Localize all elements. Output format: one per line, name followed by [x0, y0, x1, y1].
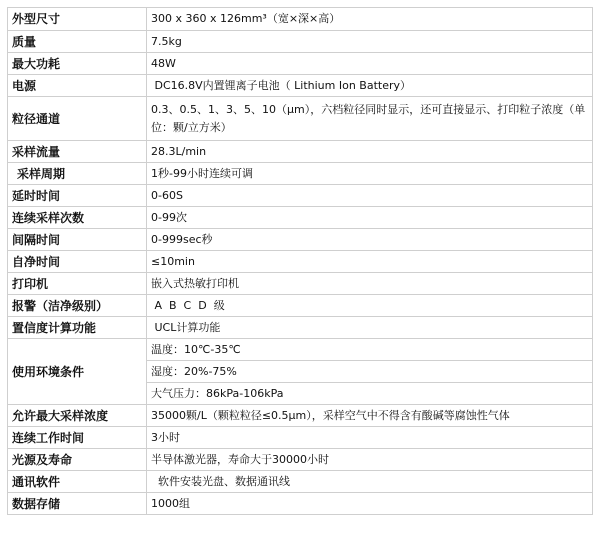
spec-key: 通讯软件: [8, 471, 147, 493]
spec-key: 连续工作时间: [8, 427, 147, 449]
spec-value: 28.3L/min: [147, 141, 593, 163]
spec-key: 质量: [8, 31, 147, 53]
spec-value: 软件安装光盘、数据通讯线: [147, 471, 593, 493]
spec-key: 置信度计算功能: [8, 317, 147, 339]
spec-value: 半导体激光器，寿命大于30000小时: [147, 449, 593, 471]
spec-value: 7.5kg: [147, 31, 593, 53]
spec-key: 连续采样次数: [8, 207, 147, 229]
table-row: [8, 75, 593, 97]
spec-key: 光源及寿命: [8, 449, 147, 471]
table-row: [8, 185, 593, 207]
table-row: [8, 405, 593, 427]
spec-key: 采样流量: [8, 141, 147, 163]
spec-value: 湿度：20%-75%: [147, 361, 593, 383]
spec-value: 48W: [147, 53, 593, 75]
table-row: [8, 53, 593, 75]
spec-value: 0.3、0.5、1、3、5、10（μm），六档粒径同时显示，还可直接显示、打印粒子浓度（单位：颗/立方米）: [147, 97, 593, 141]
spec-value: 大气压力：86kPa-106kPa: [147, 383, 593, 405]
spec-value: 35000颗/L（颗粒粒径≤0.5μm），采样空气中不得含有酸碱等腐蚀性气体: [147, 405, 593, 427]
spec-key: 间隔时间: [8, 229, 147, 251]
spec-key: 外型尺寸: [8, 8, 147, 31]
table-row: [8, 251, 593, 273]
table-row: [8, 31, 593, 53]
spec-value: 300 x 360 x 126mm³（宽×深×高）: [147, 8, 593, 31]
spec-key: 允许最大采样浓度: [8, 405, 147, 427]
spec-value: 温度：10℃-35℃: [147, 339, 593, 361]
spec-key: 使用环境条件: [8, 339, 147, 405]
spec-key: 自净时间: [8, 251, 147, 273]
spec-value: 1000组: [147, 493, 593, 515]
spec-value: DC16.8V内置锂离子电池（ Lithium Ion Battery）: [147, 75, 593, 97]
spec-key: 采样周期: [8, 163, 147, 185]
spec-key: 最大功耗: [8, 53, 147, 75]
spec-key: 数据存储: [8, 493, 147, 515]
spec-key: 打印机: [8, 273, 147, 295]
table-row: [8, 207, 593, 229]
specification-table: [7, 7, 593, 515]
table-row: [8, 493, 593, 515]
table-row: [8, 273, 593, 295]
table-row: [8, 229, 593, 251]
table-row: [8, 8, 593, 31]
spec-value: 1秒-99小时连续可调: [147, 163, 593, 185]
spec-value: 0-60S: [147, 185, 593, 207]
spec-value: 0-99次: [147, 207, 593, 229]
spec-key: 报警（洁净级别）: [8, 295, 147, 317]
table-row: [8, 295, 593, 317]
table-row: [8, 449, 593, 471]
spec-value: A B C D 级: [147, 295, 593, 317]
table-row: [8, 317, 593, 339]
spec-key: 延时时间: [8, 185, 147, 207]
spec-key: 电源: [8, 75, 147, 97]
spec-value: UCL计算功能: [147, 317, 593, 339]
spec-value: 0-999sec秒: [147, 229, 593, 251]
table-row: [8, 97, 593, 141]
table-row: [8, 427, 593, 449]
spec-value: ≤10min: [147, 251, 593, 273]
table-row: [8, 141, 593, 163]
table-row: [8, 339, 593, 361]
spec-key: 粒径通道: [8, 97, 147, 141]
spec-value: 嵌入式热敏打印机: [147, 273, 593, 295]
table-row: [8, 163, 593, 185]
spec-value: 3小时: [147, 427, 593, 449]
table-row: [8, 471, 593, 493]
